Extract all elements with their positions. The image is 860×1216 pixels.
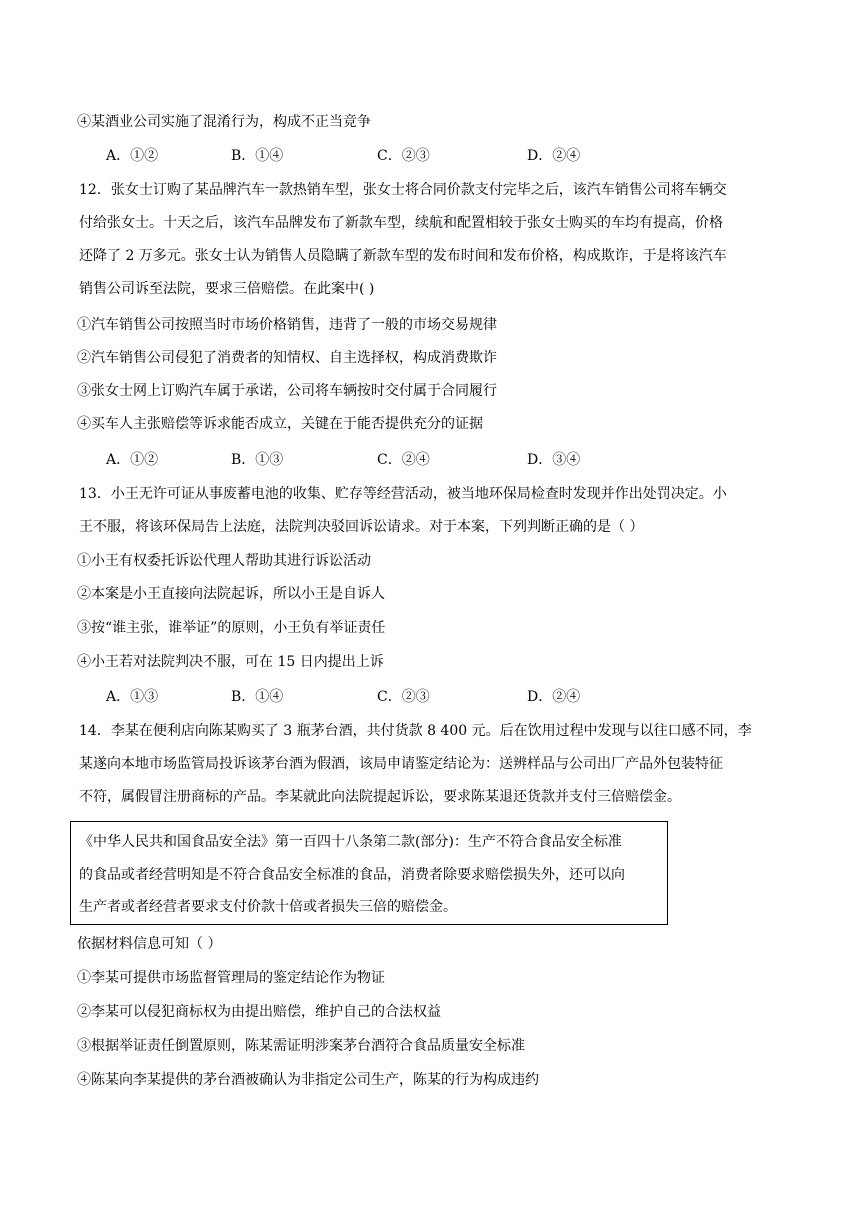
q12-item-2: ②汽车销售公司侵犯了消费者的知情权、自主选择权，构成消费欺诈 (77, 350, 497, 366)
q13-option-d: D．②④ (527, 689, 581, 705)
q14-item-4: ④陈某向李某提供的茅台酒被确认为非指定公司生产，陈某的行为构成违约 (77, 1072, 539, 1088)
q14-stem-line: 14．李某在便利店向陈某购买了 3 瓶茅台酒，共付货款 8 400 元。后在饮用过程中发现与以往口感不同，李 (79, 723, 752, 739)
q12-item-1: ①汽车销售公司按照当时市场价格销售，违背了一般的市场交易规律 (77, 317, 497, 333)
q13-item-2: ②本案是小王直接向法院起诉，所以小王是自诉人 (77, 586, 385, 602)
q11-option-d: D．②④ (527, 148, 581, 164)
q14-item-3: ③根据举证责任倒置原则，陈某需证明涉案茅台酒符合食品质量安全标准 (77, 1038, 525, 1054)
q13-option-b: B．①④ (231, 689, 284, 705)
q11-item-4: ④某酒业公司实施了混淆行为，构成不正当竞争 (77, 114, 371, 130)
q12-option-c: C．②④ (377, 452, 430, 468)
q13-option-c: C．②③ (377, 689, 430, 705)
q11-option-a: A．①② (106, 148, 159, 164)
q14-stem-line: 不符，属假冒注册商标的产品。李某就此向法院提起诉讼，要求陈某退还货款并支付三倍赔偿金。 (79, 789, 681, 805)
q13-option-a: A．①③ (106, 689, 159, 705)
law-excerpt-line: 的食品或者经营明知是不符合食品安全标准的食品，消费者除要求赔偿损失外，还可以向 (79, 866, 625, 883)
q12-item-3: ③张女士网上订购汽车属于承诺，公司将车辆按时交付属于合同履行 (77, 383, 497, 399)
q11-option-b: B．①④ (231, 148, 284, 164)
q13-item-3: ③按“谁主张，谁举证”的原则，小王负有举证责任 (77, 620, 386, 636)
q12-option-b: B．①③ (231, 452, 284, 468)
q12-stem-line: 销售公司诉至法院，要求三倍赔偿。在此案中( ) (79, 281, 375, 297)
q14-item-1: ①李某可提供市场监督管理局的鉴定结论作为物证 (77, 970, 385, 986)
q12-option-a: A．①② (106, 452, 159, 468)
q12-item-4: ④买车人主张赔偿等诉求能否成立，关键在于能否提供充分的证据 (77, 416, 483, 432)
q14-stem-line: 某遂向本地市场监管局投诉该茅台酒为假酒，该局申请鉴定结论为：送辨样品与公司出厂产品外包装特征 (79, 756, 723, 772)
q11-option-c: C．②③ (377, 148, 430, 164)
q13-stem-line: 13．小王无许可证从事废蓄电池的收集、贮存等经营活动，被当地环保局检查时发现并作出处罚决定。小 (79, 486, 727, 502)
q14-prompt: 依据材料信息可知（ ） (77, 936, 222, 952)
q14-item-2: ②李某可以侵犯商标权为由提出赔偿，维护自己的合法权益 (77, 1004, 441, 1020)
q14-stem (77, 715, 785, 814)
law-excerpt-box (70, 821, 668, 925)
law-excerpt-line: 生产者或者经营者要求支付价款十倍或者损失三倍的赔偿金。 (79, 899, 457, 915)
q13-item-4: ④小王若对法院判决不服，可在 15 日内提出上诉 (77, 654, 384, 670)
q12-option-d: D．③④ (527, 452, 581, 468)
q12-stem-line: 付给张女士。十天之后，该汽车品牌发布了新款车型，续航和配置相较于张女士购买的车均有提高，价格 (79, 215, 723, 231)
q13-stem (77, 478, 785, 544)
q12-stem-line: 12．张女士订购了某品牌汽车一款热销车型，张女士将合同价款支付完毕之后，该汽车销售公司将车辆交 (79, 182, 727, 198)
q12-stem-line: 还降了 2 万多元。张女士认为销售人员隐瞒了新款车型的发布时间和发布价格，构成欺诈，于是将该汽车 (79, 248, 727, 264)
q13-item-1: ①小王有权委托诉讼代理人帮助其进行诉讼活动 (77, 553, 371, 569)
q12-stem (77, 174, 785, 306)
law-excerpt-line: 《中华人民共和国食品安全法》第一百四十八条第二款(部分)：生产不符合食品安全标准 (79, 834, 622, 850)
q13-stem-line: 王不服，将该环保局告上法庭，法院判决驳回诉讼请求。对于本案，下列判断正确的是（ ） (79, 519, 644, 535)
